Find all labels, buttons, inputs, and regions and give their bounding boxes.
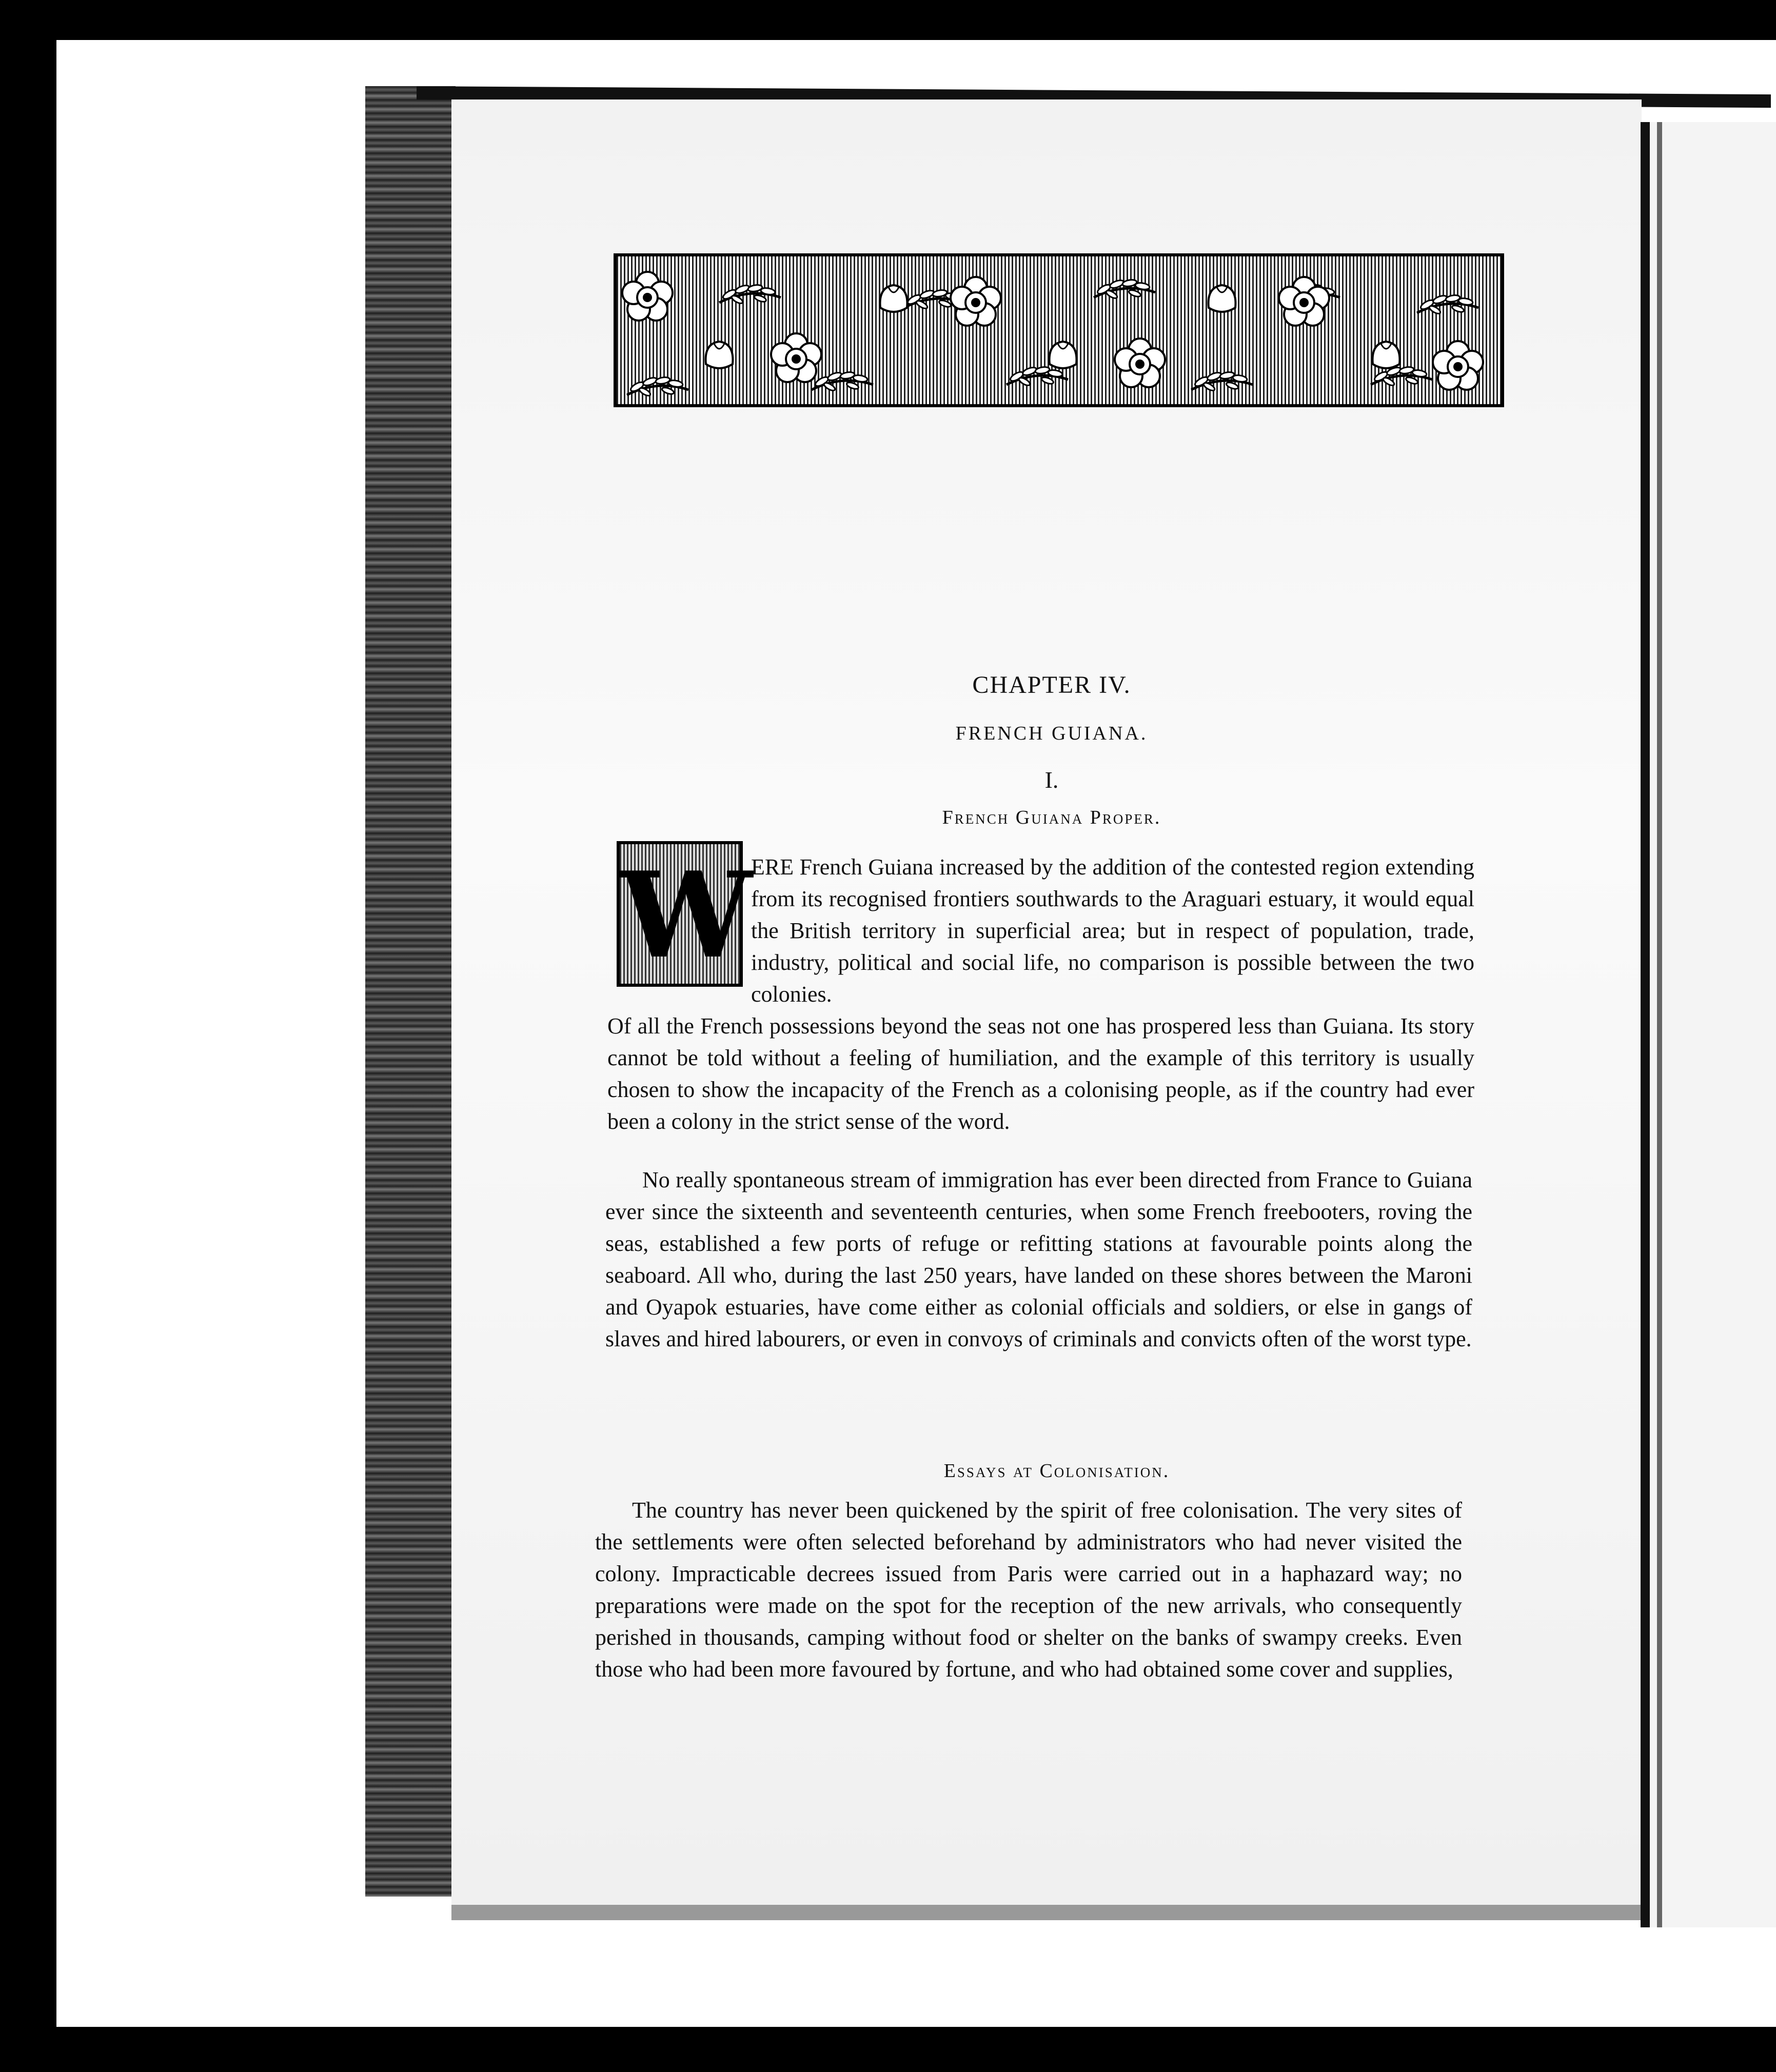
decorated-initial [617, 841, 753, 987]
section-number: I. [1044, 767, 1059, 793]
decorated-initial-letter: W [620, 846, 753, 985]
section-title: French Guiana Proper. [942, 807, 1161, 828]
subheading-essays-at-colonisation: Essays at Colonisation. [943, 1460, 1170, 1482]
paragraph-2: No really spontaneous stream of immigration has ever been directed from France to Guiana ever since the sixteenth and seventeenth centuries, when some French freebooters, roving the seas, established a few ports of refuge or refitting stations at favourable points along the seaboard. All who, during the last 250 years, have landed on these shores between the Maroni and Oyapok estuaries, have come either as colonial officials and soldiers, or else in gangs of slaves and hired labourers, or even in convoys of criminals and convicts often of the worst type. [605, 1167, 1472, 1351]
floral-headpiece-ornament [614, 253, 1504, 407]
paragraph-1-opening: ERE French Guiana increased by the addition of the contested region extending from its recognised frontiers southwards to the Araguari estuary, it would equal the British territory in superficial area; but in respect of population, trade, industry, political and social life, no comparison is possible between the two colonies. [751, 854, 1474, 1007]
scan-left-border [0, 0, 56, 2072]
scan-bottom-border [0, 2027, 1776, 2072]
floral-ornament-graphic [617, 256, 1501, 404]
chapter-heading: CHAPTER IV. [972, 671, 1131, 699]
facing-page-edge [1657, 122, 1662, 1927]
book-page-edges [365, 86, 456, 1897]
paragraph-1-continuation: Of all the French possessions beyond the seas not one has prospered less than Guiana. Its story cannot be told without a feeling of humiliation, and the example of this territory is usually chosen to show the incapacity of the French as a colonising people, as if the country had ever been a colony in the strict sense of the word. [607, 1013, 1474, 1134]
facing-page [1650, 122, 1776, 1927]
book-gutter [1641, 122, 1650, 1927]
chapter-subtitle: FRENCH GUIANA. [955, 723, 1148, 744]
paragraph-3: The country has never been quickened by the spirit of free colonisation. The very sites of the settlements were often selected beforehand by administrators who had never visited the colony. Impracticable decrees issued from Paris were carried out in a haphazard way; no preparations were made on the spot for the reception of the new arrivals, who consequently perished in thousands, camping without food or shelter on the banks of swampy creeks. Even those who had been more favoured by fortune, and who had obtained some cover and supplies, [595, 1498, 1462, 1682]
